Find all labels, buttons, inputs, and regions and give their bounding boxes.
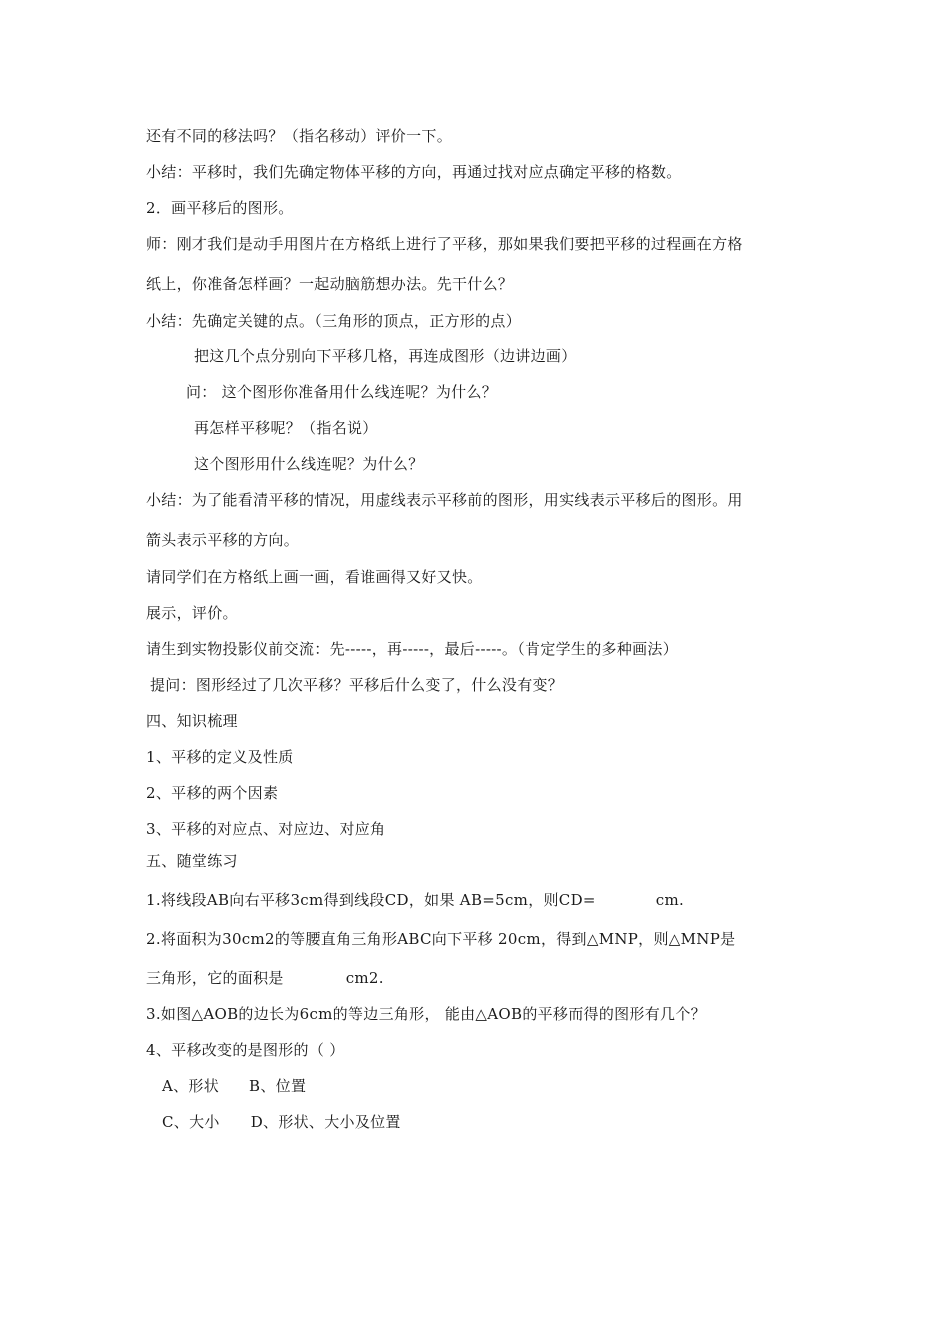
text-line: 请同学们在方格纸上画一画，看谁画得又好又快。 (146, 568, 483, 586)
option-d: D、形状、大小及位置 (250, 1113, 401, 1131)
exercise-4: 4、平移改变的是图形的（ ） (146, 1041, 345, 1059)
text-line: 师：刚才我们是动手用图片在方格纸上进行了平移，那如果我们要把平移的过程画在方格 (146, 235, 743, 253)
text-line: 纸上，你准备怎样画？一起动脑筋想办法。先干什么？ (146, 275, 514, 293)
text-line: 小结：先确定关键的点。（三角形的顶点，正方形的点） (146, 312, 522, 330)
exercise-1-text: 1.将线段AB向右平移3cm得到线段CD，如果 AB=5cm，则CD= (146, 891, 596, 909)
text-line: 箭头表示平移的方向。 (146, 531, 300, 549)
text-line: 还有不同的移法吗？（指名移动）评价一下。 (146, 127, 453, 145)
exercise-2-text: 三角形，它的面积是 (146, 969, 284, 987)
option-b: B、位置 (249, 1077, 307, 1095)
section-heading: 五、随堂练习 (146, 852, 238, 870)
options-row-2 (162, 1112, 401, 1132)
text-line: 再怎样平移呢？（指名说） (194, 419, 378, 437)
list-item: 3、平移的对应点、对应边、对应角 (146, 820, 386, 838)
exercise-2-unit: cm2. (345, 969, 384, 987)
text-line: 这个图形用什么线连呢？为什么？ (194, 455, 424, 473)
list-item: 2、平移的两个因素 (146, 784, 279, 802)
section-heading: 四、知识梳理 (146, 712, 238, 730)
text-line: 提问：图形经过了几次平移？平移后什么变了，什么没有变？ (150, 676, 564, 694)
option-a: A、形状 (162, 1077, 220, 1095)
list-item: 1、平移的定义及性质 (146, 748, 294, 766)
options-row-1 (162, 1076, 306, 1096)
text-line: 展示，评价。 (146, 604, 238, 622)
text-line: 请生到实物投影仪前交流：先-----，再-----，最后-----。（肯定学生的多种画法） (146, 640, 679, 658)
exercise-2-continued (146, 968, 384, 988)
exercise-1-unit: cm. (655, 891, 685, 909)
exercise-1 (146, 890, 684, 910)
option-c: C、大小 (162, 1113, 220, 1131)
text-line: 把这几个点分别向下平移几格，再连成图形（边讲边画） (194, 347, 577, 365)
text-line: 2．画平移后的图形。 (146, 199, 294, 217)
exercise-2: 2.将面积为30cm2的等腰直角三角形ABC向下平移 20cm，得到△MNP，则△MNP是 (146, 930, 736, 948)
text-line: 问： 这个图形你准备用什么线连呢？为什么？ (186, 383, 498, 401)
exercise-3: 3.如图△AOB的边长为6cm的等边三角形， 能由△AOB的平移而得的图形有几个？ (146, 1005, 706, 1023)
text-line: 小结：平移时，我们先确定物体平移的方向，再通过找对应点确定平移的格数。 (146, 163, 682, 181)
text-line: 小结：为了能看清平移的情况，用虚线表示平移前的图形，用实线表示平移后的图形。用 (146, 491, 743, 509)
